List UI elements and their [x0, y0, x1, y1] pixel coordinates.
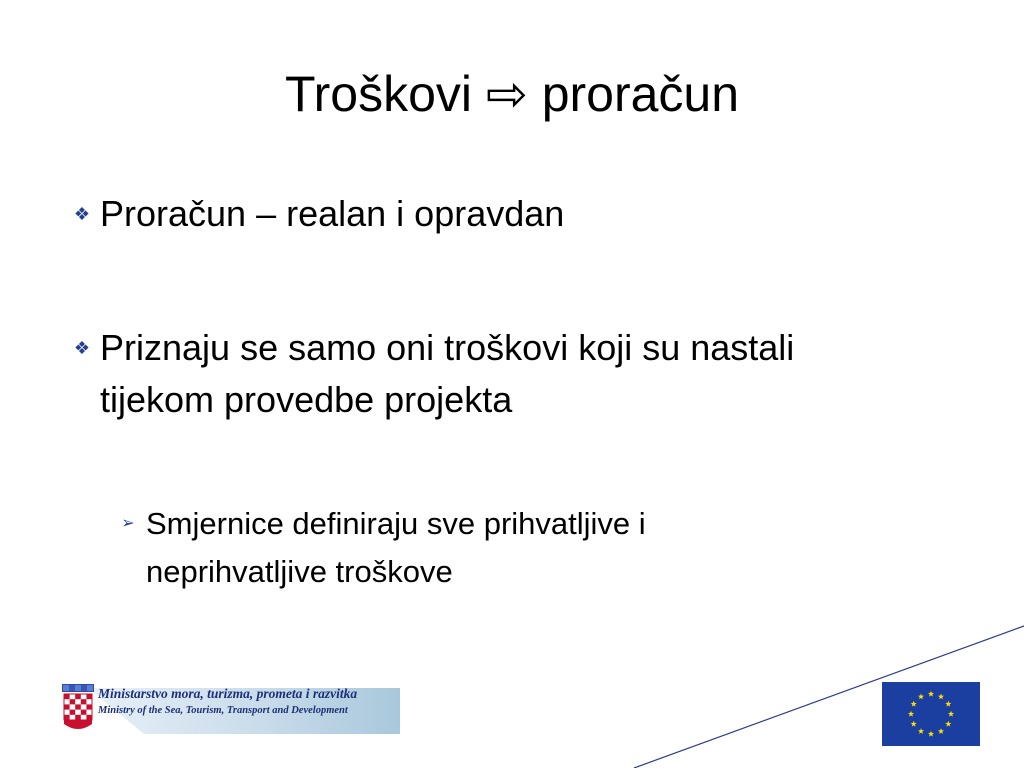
eu-star — [918, 693, 924, 699]
eu-star — [918, 728, 924, 734]
eu-star — [911, 721, 917, 727]
ministry-logo — [60, 684, 400, 734]
eu-star — [938, 728, 944, 734]
bullet-text: Priznaju se samo oni troškovi koji su nastali tijekom provedbe projekta — [100, 327, 795, 420]
eu-star — [928, 691, 934, 697]
ministry-name-en: Ministry of the Sea, Tourism, Transport and Development — [98, 705, 348, 716]
sub-bullet-text: Smjernice definiraju sve prihvatljive i neprihvatljive troškove — [146, 506, 646, 589]
bullet-text: Proračun – realan i opravdan — [100, 193, 565, 234]
eu-star — [911, 701, 917, 707]
arrowhead-bullet-icon: ➢ — [121, 515, 135, 532]
eu-star — [945, 721, 951, 727]
eu-star — [945, 701, 951, 707]
eu-flag — [882, 682, 980, 746]
sub-bullet-item — [110, 500, 830, 596]
diamond-bullet-icon: ❖ — [73, 204, 91, 224]
slide-title: Troškovi ⇨ proračun — [284, 66, 740, 122]
eu-star — [948, 711, 954, 717]
ministry-name-hr: Ministarstvo mora, turizma, prometa i razvitka — [98, 686, 358, 701]
eu-stars-icon — [882, 682, 980, 746]
eu-star — [908, 711, 914, 717]
croatian-coat-of-arms-icon — [62, 684, 94, 734]
bullet-item — [64, 188, 864, 240]
eu-star — [928, 731, 934, 737]
bullet-item — [64, 322, 864, 426]
diamond-bullet-icon: ❖ — [73, 338, 91, 358]
eu-star — [938, 693, 944, 699]
